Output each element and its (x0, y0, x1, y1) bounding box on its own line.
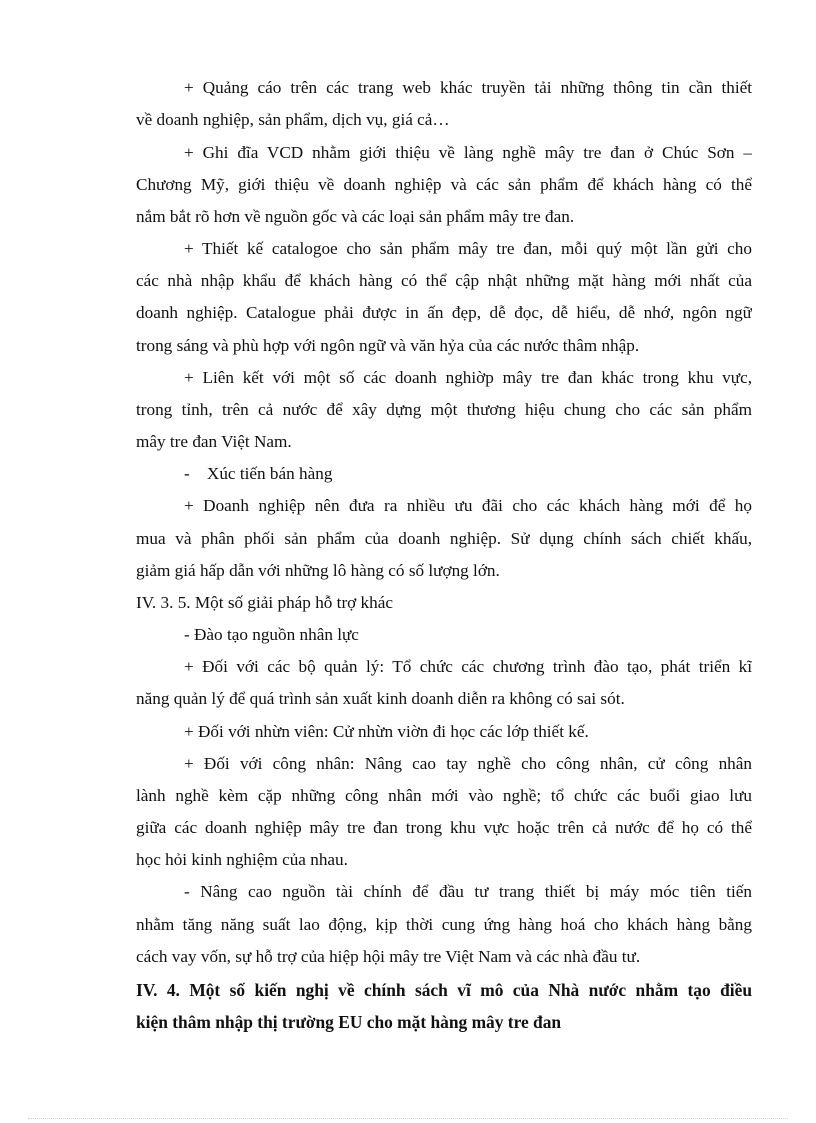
text-line: giữa các doanh nghiệp mây tre đan trong khu vực hoặc trên cả nước để họ có thể (136, 818, 752, 837)
text-line: nhằm tăng năng suất lao động, kịp thời cung ứng hàng hoá cho khách hàng bằng (136, 915, 752, 934)
text-line: Chương Mỹ, giới thiệu về doanh nghiệp và các sản phẩm để khách hàng có thể (136, 175, 752, 194)
text-line: - Xúc tiến bán hàng (184, 464, 333, 483)
text-line: + Liên kết với một số các doanh nghiờp mây tre đan khác trong khu vực, (184, 368, 752, 387)
text-line: các nhà nhập khẩu để khách hàng có thể cập nhật những mặt hàng mới nhất của (136, 271, 752, 290)
text-line: trong tỉnh, trên cả nước để xây dựng một thương hiệu chung cho các sản phẩm (136, 400, 752, 419)
text-line: học hỏi kinh nghiệm của nhau. (136, 850, 348, 869)
text-line: + Ghi đĩa VCD nhằm giới thiệu về làng nghề mây tre đan ở Chúc Sơn – (184, 143, 752, 162)
text-line: + Quảng cáo trên các trang web khác truyền tải những thông tin cần thiết (184, 78, 752, 97)
text-line: - Nâng cao nguồn tài chính để đầu tư trang thiết bị máy móc tiên tiến (184, 882, 752, 901)
text-line: - Đào tạo nguồn nhân lực (184, 625, 359, 644)
text-line: nắm bắt rõ hơn về nguồn gốc và các loại sản phẩm mây tre đan. (136, 207, 575, 226)
text-line: + Đối với các bộ quản lý: Tổ chức các chương trình đào tạo, phát triển kĩ (184, 657, 752, 676)
text-line: kiện thâm nhập thị trường EU cho mặt hàng mây tre đan (136, 1012, 562, 1032)
text-line: cách vay vốn, sự hỗ trợ của hiệp hội mây tre Việt Nam và các nhà đầu tư. (136, 947, 641, 966)
text-line: + Thiết kế catalogoe cho sản phẩm mây tre đan, mỗi quý một lần gửi cho (184, 239, 752, 258)
text-line: IV. 3. 5. Một số giải pháp hỗ trợ khác (136, 593, 394, 612)
text-line: + Doanh nghiệp nên đưa ra nhiều ưu đãi cho các khách hàng mới để họ (184, 496, 752, 515)
text-line: trong sáng và phù hợp với ngôn ngữ và văn hỷa của các nước thâm nhập. (136, 336, 640, 355)
text-line: doanh nghiệp. Catalogue phải được in ấn đẹp, dễ đọc, dễ hiểu, dễ nhớ, ngôn ngữ (136, 303, 752, 322)
text-line: năng quản lý để quá trình sản xuất kinh doanh diễn ra không có sai sót. (136, 689, 625, 708)
text-line: mây tre đan Việt Nam. (136, 432, 292, 451)
text-line: giảm giá hấp dẫn với những lô hàng có số lượng lớn. (136, 561, 500, 580)
text-line: về doanh nghiệp, sản phẩm, dịch vụ, giá cả… (136, 110, 450, 129)
text-line: IV. 4. Một số kiến nghị về chính sách vĩ mô của Nhà nước nhằm tạo điều (136, 980, 752, 1000)
text-line: + Đối với công nhân: Nâng cao tay nghề cho công nhân, cử công nhân (184, 754, 752, 773)
text-line: mua và phân phối sản phẩm của doanh nghiệp. Sử dụng chính sách chiết khấu, (136, 529, 752, 548)
text-line: lành nghề kèm cặp những công nhân mới vào nghề; tổ chức các buổi giao lưu (136, 786, 752, 805)
text-line: + Đối với nhừn viên: Cử nhừn viờn đi học các lớp thiết kế. (184, 722, 589, 741)
footer-divider (28, 1118, 788, 1119)
